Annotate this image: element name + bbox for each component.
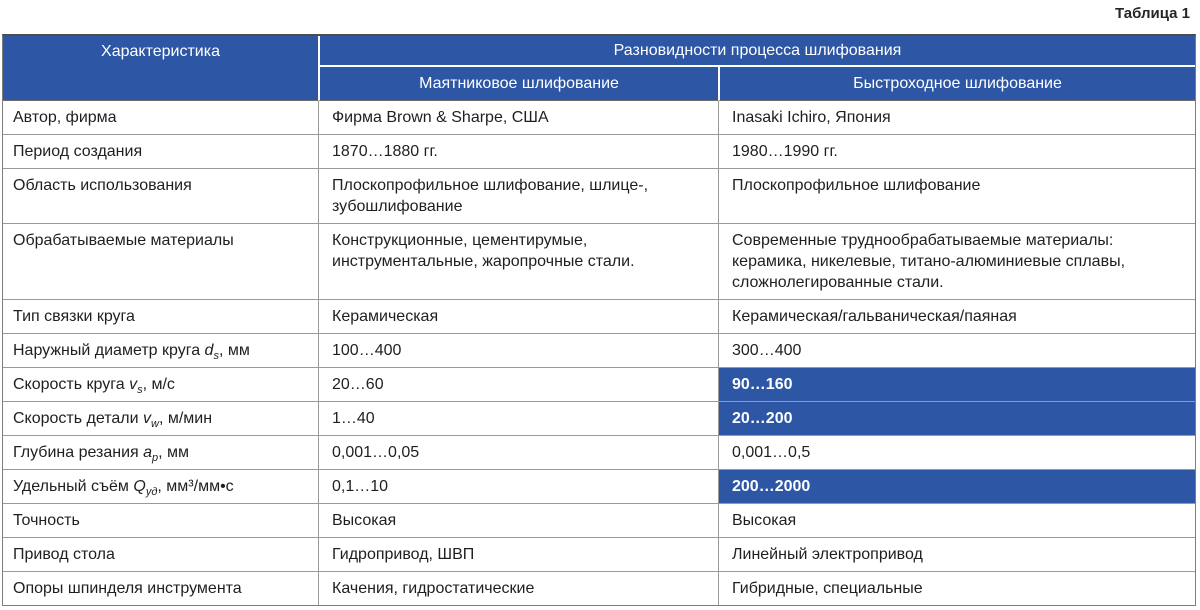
highspeed-cell: Inasaki Ichiro, Япония	[718, 101, 1195, 135]
highspeed-cell: 200…2000	[718, 470, 1195, 504]
table-row	[3, 436, 1195, 470]
pendulum-cell: 1…40	[318, 402, 718, 436]
highspeed-cell: Высокая	[718, 504, 1195, 538]
pendulum-cell: Гидропривод, ШВП	[318, 538, 718, 572]
highspeed-cell: Гибридные, специальные	[718, 572, 1195, 605]
pendulum-cell: 100…400	[318, 334, 718, 368]
table-row	[3, 538, 1195, 572]
table-row	[3, 572, 1195, 605]
header-pendulum-grinding: Маятниковое шлифование	[318, 67, 718, 101]
highspeed-cell: 0,001…0,5	[718, 436, 1195, 470]
row-label-cell: Опоры шпинделя инструмента	[3, 572, 318, 605]
highspeed-cell: 20…200	[718, 402, 1195, 436]
highspeed-cell: 90…160	[718, 368, 1195, 402]
pendulum-cell: Качения, гидростатические	[318, 572, 718, 605]
comparison-table	[2, 34, 1196, 606]
table-row	[3, 101, 1195, 135]
pendulum-cell: 1870…1880 гг.	[318, 135, 718, 169]
header-characteristic: Характеристика	[3, 36, 318, 101]
row-label-cell: Тип связки круга	[3, 300, 318, 334]
highspeed-cell: 300…400	[718, 334, 1195, 368]
highspeed-cell: 1980…1990 гг.	[718, 135, 1195, 169]
row-label-cell: Наружный диаметр круга $d_s$, мм	[3, 334, 318, 368]
row-label-cell: Глубина резания $a_p$, мм	[3, 436, 318, 470]
highspeed-cell: Керамическая/гальваническая/паяная	[718, 300, 1195, 334]
pendulum-cell: Керамическая	[318, 300, 718, 334]
header-highspeed-grinding: Быстроходное шлифование	[718, 67, 1195, 101]
table-row	[3, 224, 1195, 300]
row-label-cell: Скорость круга $v_s$, м/с	[3, 368, 318, 402]
row-label-cell: Обрабатываемые материалы	[3, 224, 318, 300]
header-row-group	[3, 36, 1195, 67]
table-row	[3, 169, 1195, 224]
highspeed-cell: Плоскопрофильное шлифование	[718, 169, 1195, 224]
pendulum-cell: Фирма Brown & Sharpe, США	[318, 101, 718, 135]
pendulum-cell: Высокая	[318, 504, 718, 538]
pendulum-cell: Плоскопрофильное шлифование, шлице-, зубошлифование	[318, 169, 718, 224]
pendulum-cell: 0,001…0,05	[318, 436, 718, 470]
pendulum-cell: 0,1…10	[318, 470, 718, 504]
row-label-cell: Область использования	[3, 169, 318, 224]
table-row	[3, 402, 1195, 436]
table-row	[3, 368, 1195, 402]
row-label-cell: Период создания	[3, 135, 318, 169]
table-row	[3, 135, 1195, 169]
pendulum-cell: 20…60	[318, 368, 718, 402]
table-row	[3, 334, 1195, 368]
row-label-cell: Точность	[3, 504, 318, 538]
row-label-cell: Скорость детали $v_w$, м/мин	[3, 402, 318, 436]
row-label-cell: Привод стола	[3, 538, 318, 572]
highspeed-cell: Современные труднообрабатываемые материалы: керамика, никелевые, титано-алюминиевые сплавы, сложнолегированные стали.	[718, 224, 1195, 300]
table-caption: Таблица 1	[1114, 5, 1190, 22]
caption-bar	[0, 0, 1200, 34]
table-row	[3, 300, 1195, 334]
table-row	[3, 470, 1195, 504]
header-process-varieties: Разновидности процесса шлифования	[318, 36, 1195, 67]
pendulum-cell: Конструкционные, цементирумые, инструментальные, жаропрочные стали.	[318, 224, 718, 300]
table-row	[3, 504, 1195, 538]
row-label-cell: Удельный съём $Q_{уд}$, мм³/мм•с	[3, 470, 318, 504]
row-label-cell: Автор, фирма	[3, 101, 318, 135]
highspeed-cell: Линейный электропривод	[718, 538, 1195, 572]
